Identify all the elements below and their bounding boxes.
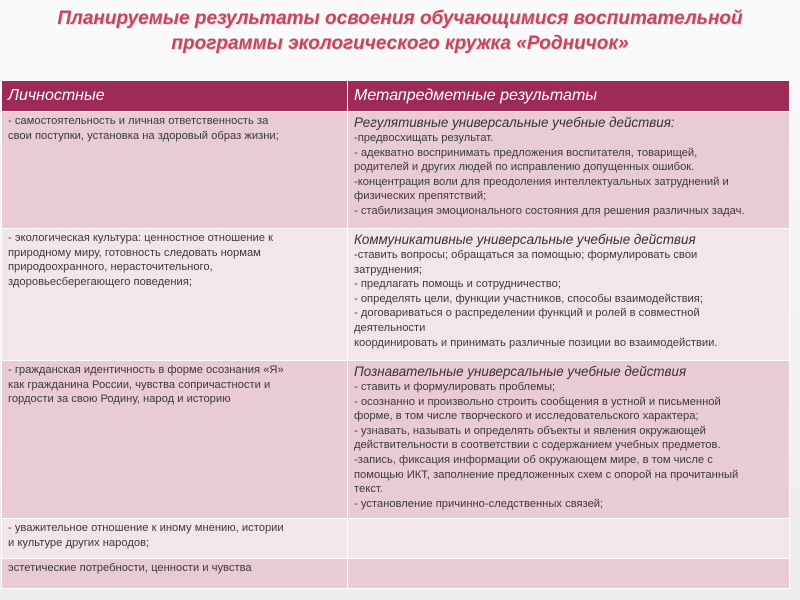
header-metasubject: Метапредметные результаты — [348, 81, 790, 112]
cell-line: свои поступки, установка на здоровый образ жизни; — [8, 129, 279, 142]
cell-line: природному миру, готовность следовать нормам — [8, 246, 261, 259]
table-row — [2, 559, 790, 589]
cell-line: -запись, фиксация информации об окружающем мире, в том числе с — [354, 453, 713, 466]
metasubject-cell — [348, 361, 790, 519]
cell-line: затруднения; — [354, 263, 423, 276]
cell-line: эстетические потребности, ценности и чувства — [8, 562, 252, 574]
metasubject-cell-empty — [348, 559, 790, 589]
table-row — [2, 112, 790, 229]
cell-line: форме, в том числе творческого и исследовательского характера; — [354, 410, 699, 423]
cell-line: как гражданина России, чувства сопричастности и — [8, 378, 271, 391]
results-table — [1, 80, 790, 589]
slide-title — [20, 6, 780, 56]
cell-line: деятельности — [354, 321, 426, 334]
header-personal: Личностные — [2, 81, 348, 112]
cell-line: здоровьесберегающего поведения; — [8, 275, 192, 288]
cell-line: - предлагать помощь и сотрудничество; — [354, 278, 561, 291]
cell-line: и культуре других народов; — [8, 536, 150, 549]
cell-line: - экологическая культура: ценностное отношение к — [8, 232, 274, 244]
cell-line: - определять цели, функции участников, способы взаимодействия; — [354, 292, 703, 305]
metasubject-cell-empty — [348, 519, 790, 559]
cell-line: помощью ИКТ, заполнение предложенных схем с опорой на прочитанный — [354, 468, 739, 481]
cell-line: - установление причинно-следственных связей; — [354, 497, 604, 510]
cell-line: - узнавать, называть и определять объекты и явления окружающей — [354, 424, 706, 437]
cell-line: физических препятствий; — [354, 190, 487, 203]
cell-line: - самостоятельность и личная ответственность за — [8, 115, 269, 127]
cell-line: природоохранного, нерасточительного, — [8, 261, 213, 274]
slide-title-line-1: Планируемые результаты освоения обучающимися воспитательной — [57, 8, 743, 29]
cell-line: координировать и принимать различные позиции во взаимодействии. — [354, 336, 718, 349]
personal-cell — [2, 229, 348, 361]
slide-title-line-2: программы экологического кружка «Родничок» — [171, 33, 629, 54]
cell-line: - стабилизация эмоционального состояния для решения различных задач. — [354, 204, 745, 217]
cell-line: действительности в соответствии с содержанием учебных предметов. — [354, 439, 721, 452]
cell-line: - осознанно и произвольно строить сообщения в устной и письменной — [354, 395, 721, 408]
cell-line: гордости за свою Родину, народ и историю — [8, 393, 231, 406]
cell-line: - ставить и формулировать проблемы; — [354, 381, 556, 393]
metasubject-cell — [348, 112, 790, 229]
cell-line: - гражданская идентичность в форме осознания «Я» — [8, 364, 284, 376]
personal-cell — [2, 112, 348, 229]
metasubject-cell — [348, 229, 790, 361]
table-row — [2, 229, 790, 361]
cell-title: Коммуникативные универсальные учебные действия — [354, 232, 696, 247]
cell-line: родителей и других людей по исправлению допущенных ошибок. — [354, 161, 695, 174]
table-row — [2, 519, 790, 559]
cell-line: -концентрация воли для преодоления интеллектуальных затруднений и — [354, 175, 729, 188]
cell-line: текст. — [354, 483, 383, 496]
personal-cell — [2, 361, 348, 519]
header-row — [2, 81, 790, 112]
personal-cell — [2, 519, 348, 559]
cell-line: - уважительное отношение к иному мнению, истории — [8, 522, 284, 534]
table-row — [2, 361, 790, 519]
cell-line: - адекватно воспринимать предложения воспитателя, товарищей, — [354, 146, 698, 159]
cell-title: Познавательные универсальные учебные действия — [354, 364, 687, 379]
cell-line: -ставить вопросы; обращаться за помощью; формулировать свои — [354, 249, 698, 261]
cell-title: Регулятивные универсальные учебные действия: — [354, 115, 675, 130]
cell-line: - договариваться о распределении функций и ролей в совместной — [354, 307, 700, 320]
cell-line: -предвосхищать результат. — [354, 132, 494, 144]
personal-cell — [2, 559, 348, 589]
